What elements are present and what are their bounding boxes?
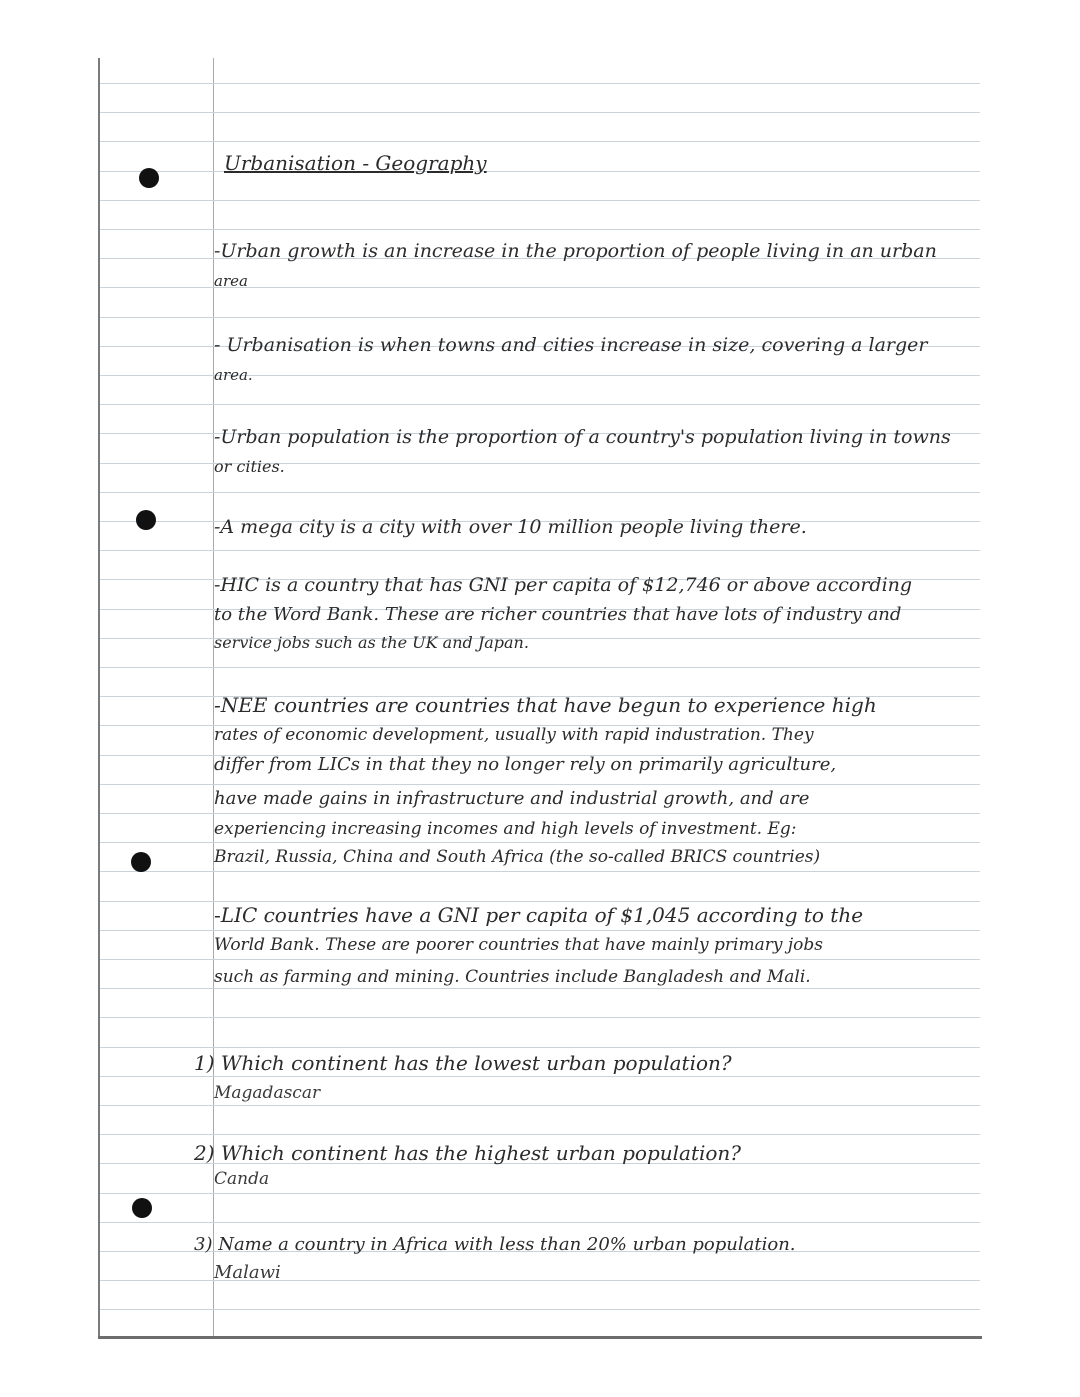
note-line: Brazil, Russia, China and South Africa (the so-called BRICS countries) <box>214 847 821 867</box>
punch-hole <box>131 852 151 872</box>
answer-1: Magadascar <box>214 1083 321 1103</box>
note-line: such as farming and mining. Countries include Bangladesh and Mali. <box>214 967 811 987</box>
ruled-line <box>100 83 980 84</box>
note-line: have made gains in infrastructure and industrial growth, and are <box>214 788 810 809</box>
note-line: - Urbanisation is when towns and cities increase in size, covering a larger <box>214 334 928 356</box>
punch-hole <box>136 510 156 530</box>
question-1: 1) Which continent has the lowest urban population? <box>194 1051 732 1075</box>
punch-hole <box>139 168 159 188</box>
ruled-line <box>100 1017 980 1018</box>
note-line: experiencing increasing incomes and high levels of investment. Eg: <box>214 819 797 839</box>
note-line: service jobs such as the UK and Japan. <box>214 633 529 652</box>
ruled-line <box>100 404 980 405</box>
ruled-line <box>100 550 980 551</box>
ruled-line <box>100 229 980 230</box>
ruled-line <box>100 492 980 493</box>
ruled-line <box>100 1309 980 1310</box>
note-line: or cities. <box>214 457 285 476</box>
ruled-line <box>100 112 980 113</box>
ruled-line <box>100 1134 980 1135</box>
note-line: World Bank. These are poorer countries that have mainly primary jobs <box>214 935 823 955</box>
ruled-line <box>100 141 980 142</box>
note-line: area. <box>214 366 253 384</box>
ruled-line <box>100 667 980 668</box>
note-line: -Urban population is the proportion of a country's population living in towns <box>214 426 951 448</box>
page-title: Urbanisation - Geography <box>224 151 487 175</box>
note-line: differ from LICs in that they no longer rely on primarily agriculture, <box>214 754 837 775</box>
ruled-line <box>100 200 980 201</box>
question-2: 2) Which continent has the highest urban population? <box>194 1141 742 1165</box>
note-line: -LIC countries have a GNI per capita of $1,045 according to the <box>214 903 864 927</box>
note-line: -HIC is a country that has GNI per capita of $12,746 or above according <box>214 574 913 596</box>
answer-3: Malawi <box>214 1262 281 1283</box>
note-line: -A mega city is a city with over 10 million people living there. <box>214 516 807 538</box>
note-line: rates of economic development, usually with rapid industration. They <box>214 725 814 745</box>
note-line: -NEE countries are countries that have begun to experience high <box>214 693 877 717</box>
answer-2: Canda <box>214 1169 270 1189</box>
note-line: to the Word Bank. These are richer countries that have lots of industry and <box>214 604 902 625</box>
ruled-line <box>100 317 980 318</box>
ruled-line <box>100 1222 980 1223</box>
note-line: -Urban growth is an increase in the proportion of people living in an urban <box>214 240 937 262</box>
punch-hole <box>132 1198 152 1218</box>
question-3: 3) Name a country in Africa with less than 20% urban population. <box>194 1234 796 1255</box>
note-line: area <box>214 272 248 290</box>
